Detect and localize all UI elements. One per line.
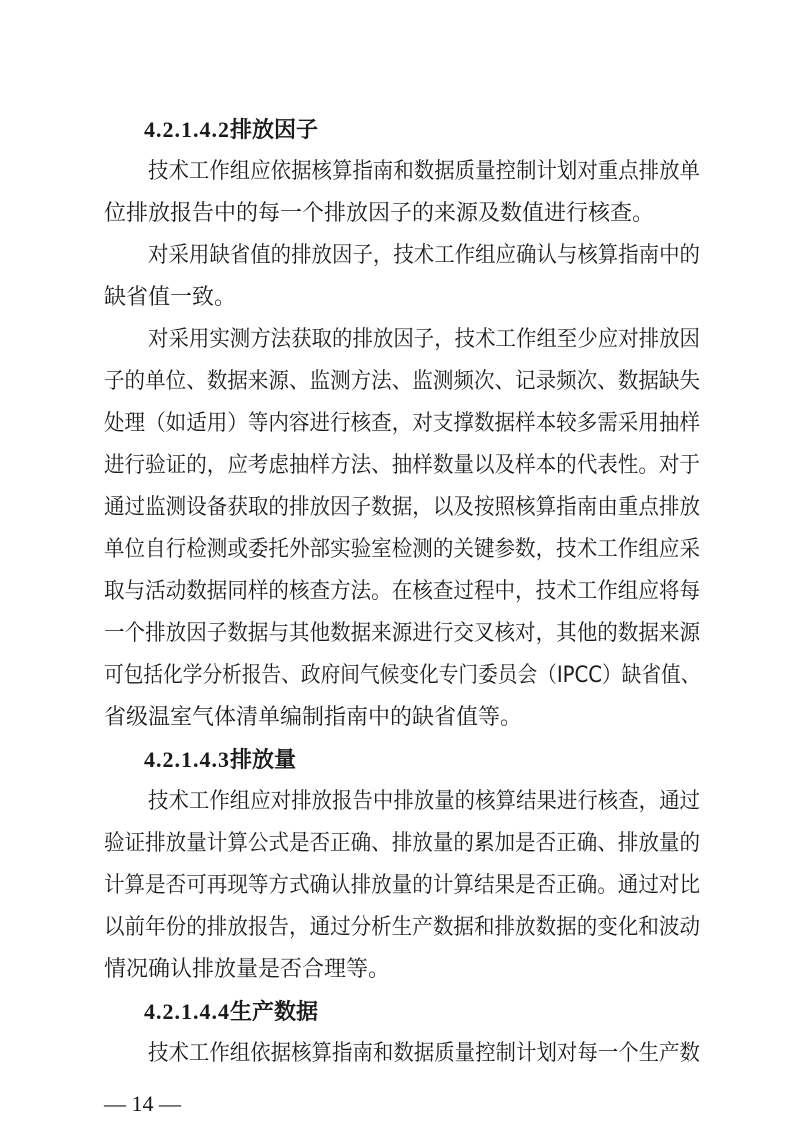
section-number: 4.2.1.4.2 <box>144 117 230 142</box>
paragraph-line: 技术工作组应依据核算指南和数据质量控制计划对重点排放单 <box>148 159 701 184</box>
paragraph-line: 处理（如适用）等内容进行核查，对支撑数据样本较多需采用抽样 <box>104 411 701 436</box>
paragraph-line: 缺省值一致。 <box>104 285 237 310</box>
paragraph-line: 可包括化学分析报告、政府间气候变化专门委员会（IPCC）缺省值、 <box>104 663 701 688</box>
section-heading <box>144 116 318 145</box>
paragraph-line: 子的单位、数据来源、监测方法、监测频次、记录频次、数据缺失 <box>104 369 701 394</box>
paragraph-line: 省级温室气体清单编制指南中的缺省值等。 <box>104 705 523 730</box>
paragraph-line: 验证排放量计算公式是否正确、排放量的累加是否正确、排放量的 <box>104 831 701 856</box>
section-number: 4.2.1.4.4 <box>144 999 230 1024</box>
paragraph-line: 技术工作组依据核算指南和数据质量控制计划对每一个生产数 <box>148 1041 701 1066</box>
paragraph-line: 以前年份的排放报告，通过分析生产数据和排放数据的变化和波动 <box>104 915 701 940</box>
section-title: 排放量 <box>230 748 297 773</box>
paragraph-line: 取与活动数据同样的核查方法。在核查过程中，技术工作组应将每 <box>104 579 701 604</box>
section-heading <box>144 998 318 1027</box>
section-title: 排放因子 <box>230 118 319 143</box>
paragraph-line: 单位自行检测或委托外部实验室检测的关键参数，技术工作组应采 <box>104 537 701 562</box>
paragraph-line: 技术工作组应对排放报告中排放量的核算结果进行核查，通过 <box>148 789 701 814</box>
paragraph-line: 位排放报告中的每一个排放因子的来源及数值进行核查。 <box>104 201 655 226</box>
paragraph-line: 计算是否可再现等方式确认排放量的计算结果是否正确。通过对比 <box>104 873 701 898</box>
section-title: 生产数据 <box>230 1000 319 1025</box>
paragraph-line: 一个排放因子数据与其他数据来源进行交叉核对，其他的数据来源 <box>104 621 701 646</box>
section-number: 4.2.1.4.3 <box>144 747 230 772</box>
paragraph-line: 对采用缺省值的排放因子，技术工作组应确认与核算指南中的 <box>148 243 701 268</box>
paragraph-line: 情况确认排放量是否合理等。 <box>104 957 391 982</box>
paragraph-line: 进行验证的，应考虑抽样方法、抽样数量以及样本的代表性。对于 <box>104 453 701 478</box>
section-heading <box>144 746 296 775</box>
page-number: — 14 — <box>104 1091 181 1116</box>
paragraph-line: 通过监测设备获取的排放因子数据，以及按照核算指南由重点排放 <box>104 495 701 520</box>
paragraph-line: 对采用实测方法获取的排放因子，技术工作组至少应对排放因 <box>148 327 701 352</box>
